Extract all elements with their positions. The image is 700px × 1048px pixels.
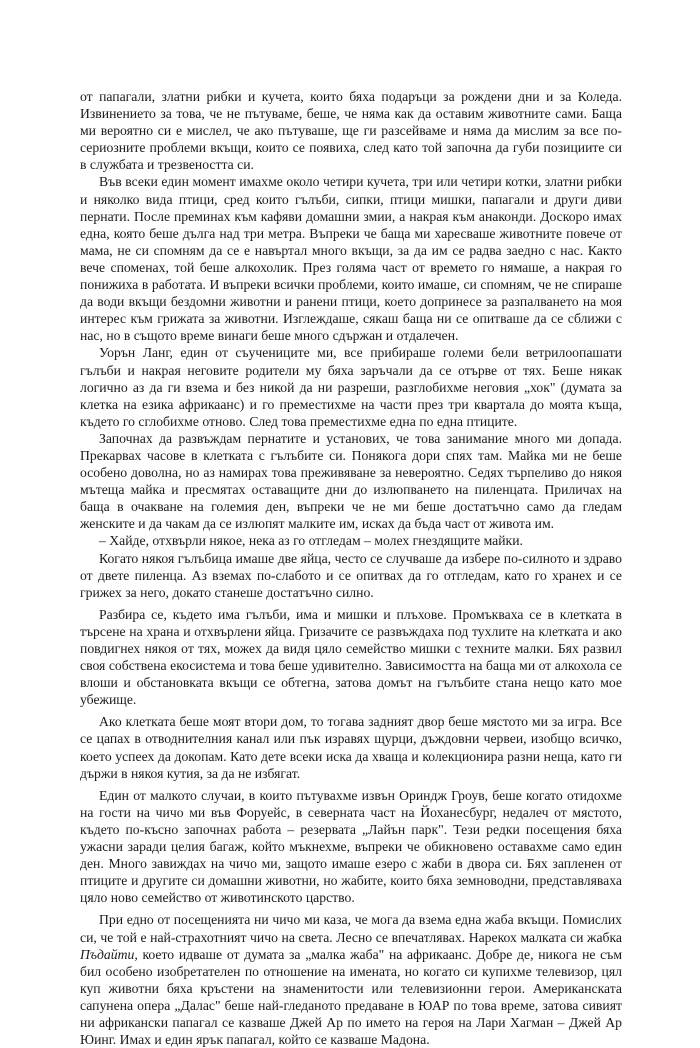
- document-body: [80, 88, 622, 1048]
- paragraph: от папагали, златни рибки и кучета, които бяха подаръци за рождени дни и за Коледа. Извинението за това, че не пътуваме, беше, че няма как да оставим животните сами. Баща ми вероятно си е мислел, че ако пътуваше, ще ги разсейваме и няма да мислим за все по-сериозните проблеми вкъщи, които се появиха, след като той започна да губи позициите си в службата и трезвеността си.: [80, 89, 622, 173]
- frog-name-italic: Пъдайти,: [80, 946, 138, 962]
- paragraph: Започнах да развъждам пернатите и установих, че това занимание много ми допада. Прекарвах часове в клетката с гълъбите си. Понякога дори спях там. Майка ми не беше особено доволна, но аз намирах това преживяване за невероятно. Седях търпеливо до някоя мътеща майка и пресмятах оставащите дни до излюпването на пиленцата. Приличах на баща в очакване на големия ден, въпреки че не ми беше достатъчно само да гледам женските и да чакам да се излюпят малките им, исках да бъда част от живота им.: [80, 430, 622, 532]
- paragraph: Във всеки един момент имахме около четири кучета, три или четири котки, златни рибки и няколко вида птици, сред които гълъби, сипки, птици мишки, папагали и други диви пернати. После преминах към кафяви домашни змии, а накрая към анаконди. Доскоро имах една, която беше дълга над три метра. Въпреки че баща ми харесваше животните повече от мама, не си спомням да се е навъртал много вкъщи, за да им се радва заедно с нас. Както вече споменах, той беше алкохолик. През голяма част от времето го нямаше, а накрая го понижиха в работата. И въпреки всички проблеми, които имаше, си спомням, че не спираше да води вкъщи бездомни животни и ранени птици, което допринесе за разпалването на моя интерес към грижата за животни. Изглеждаше, сякаш баща ни се опитваше да се сближи с нас, но в същото време винаги беше много сдържан и отдалечен.: [80, 174, 622, 344]
- paragraph: Когато някоя гълъбица имаше две яйца, често се случваше да избере по-силното и здраво от двете пиленца. Аз вземах по-слабото и се опитвах да го отгледам, като го хранех и се грижех за него, докато станеше достатъчно силно.: [80, 550, 622, 600]
- paragraph-text: което идваше от думата за „малка жаба" на африкаанс. Добре де, никога не съм бил особено изобретателен по отношение на имената, но когато си купихме телевизор, цял куп животни бяха кръстени на знаменитости или телевизионни герои. Американската сапунена опера „Далас" беше най-гледаното предаване в ЮАР по това време, затова сивият ни африкански папагал се казваше Джей Ар по името на героя на Лари Хагман – Джей Ар Юинг. Имах и един ярък папагал, който се казваше Мадона.: [80, 946, 622, 1048]
- paragraph: – Хайде, отхвърли някое, нека аз го отгледам – молех гнездящите майки.: [99, 533, 523, 549]
- paragraph: Ако клетката беше моят втори дом, то тогава задният двор беше мястото ми за игра. Все се цапах в отводнителния канал или пък изравях щурци, дъждовни червеи, изобщо всичко, което успеех да докопам. Като дете всеки иска да хваща и колекционира разни неща, като ги държи в някоя кутия, за да не избягат.: [80, 714, 622, 781]
- paragraph: Уорън Ланг, един от съучениците ми, все прибираше големи бели ветрилоопашати гълъби и накрая неговите родители му бяха заръчали да се отърве от тях. Беше някак логично аз да ги взема и без никой да ни разреши, разглобихме неговия „хок" (думата за клетка на езика африкаанс) и го преместихме на части през три квартала до моята къща, където го сглобихме отново. След това преместихме една по една птиците.: [80, 345, 622, 429]
- paragraph-text: При едно от посещенията ни чичо ми каза, че мога да взема една жаба вкъщи. Помислих си, че той е най-страхотният чичо на света. Лесно се впечатлявах. Нарекох малката си жабка: [80, 912, 622, 945]
- paragraph: Разбира се, където има гълъби, има и мишки и плъхове. Промъкваха се в клетката в търсене на храна и отхвърлени яйца. Гризачите се развъждаха под тухлите на клетката и ако повдигнех някоя от тях, можех да видя цяло семейство мишки с техните малки. Бях развил своя собствена екосистема и това беше удивително. Зависимостта на баща ми от алкохола се влоши и обстановката вкъщи се обтегна, затова домът на гълъбите стана нещо като мое убежище.: [80, 606, 622, 708]
- paragraph: Един от малкото случаи, в които пътувахме извън Ориндж Гроув, беше когато отидохме на гости на чичо ми във Форуейс, в северната част на Йоханесбург, недалеч от мястото, където по-късно започнах работа – резервата „Лайън парк". Тези редки посещения бяха ужасни заради целия багаж, който мъкнехме, въпреки че обикновено оставахме само един ден. Много завиждах на чичо ми, защото имаше езеро с жаби в двора си. Бях запленен от птиците и другите си домашни животни, но жабите, които бяха земноводни, представляваха цяло ново семейство от животинското царство.: [80, 787, 622, 906]
- paragraph: [80, 911, 622, 1048]
